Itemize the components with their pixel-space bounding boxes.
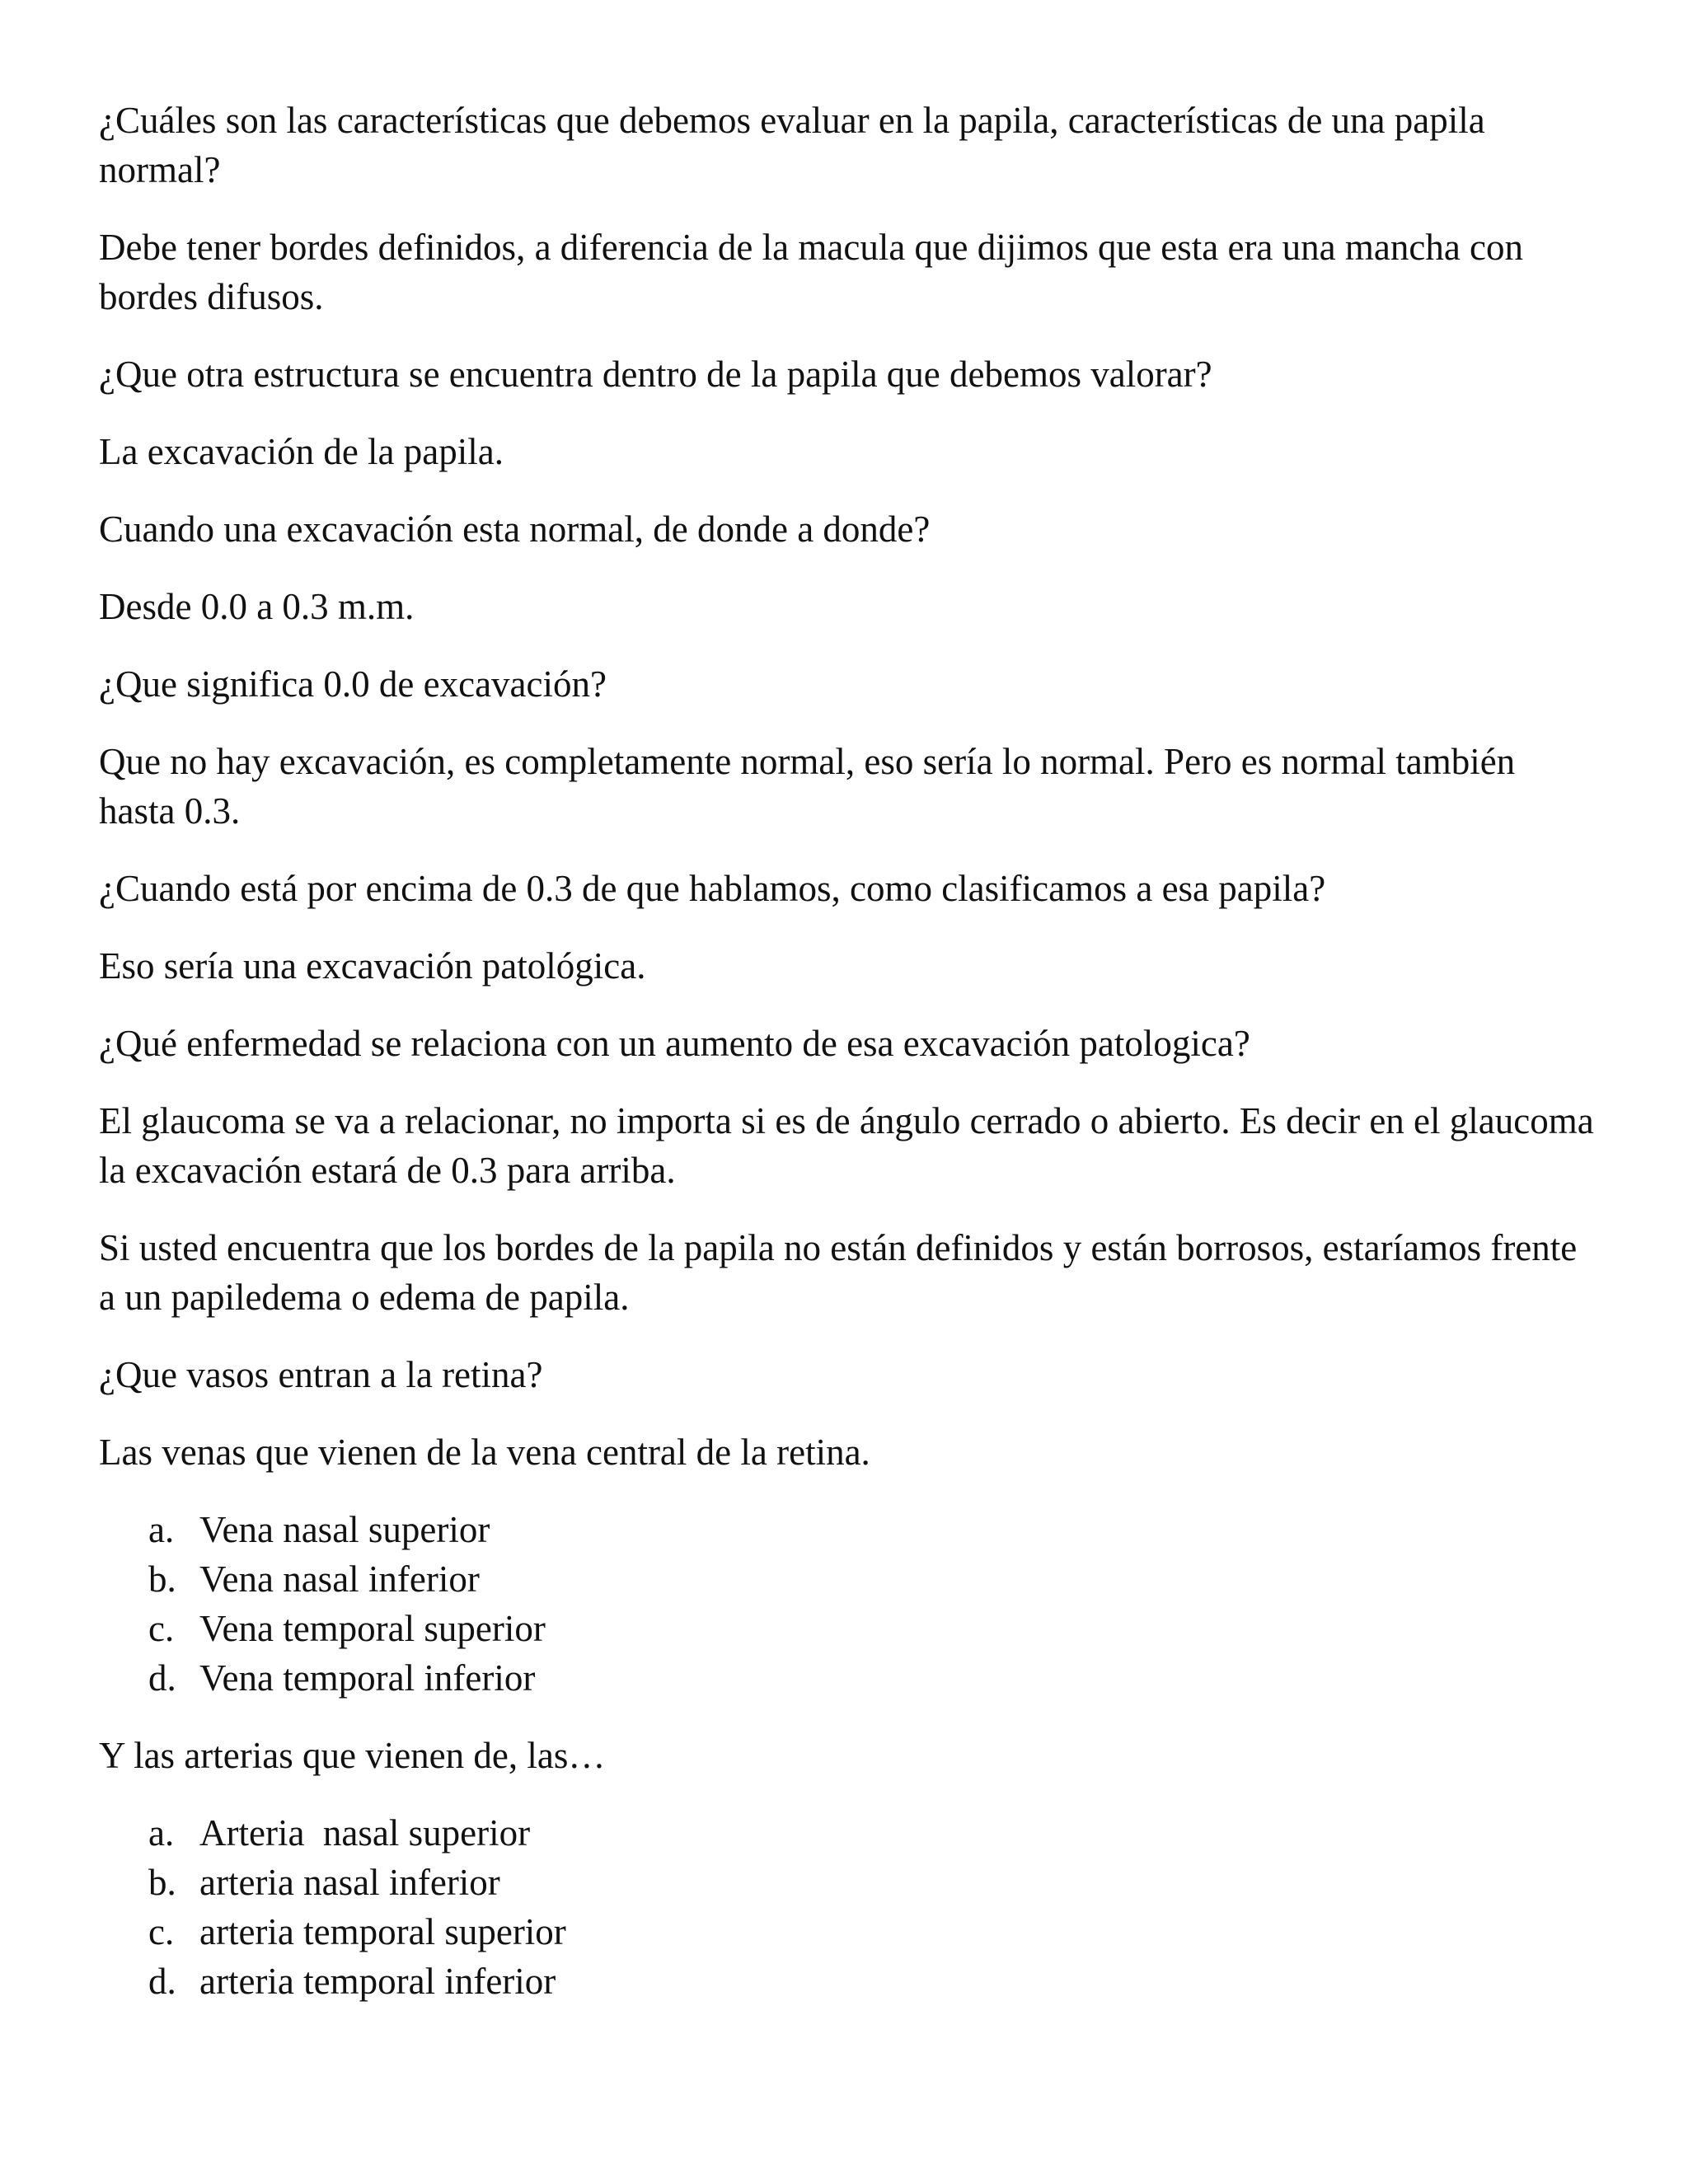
list-item-text: Vena nasal superior [199,1509,490,1550]
paragraph: ¿Que vasos entran a la retina? [99,1354,543,1395]
lettered-list [99,1808,1599,2006]
list-item [99,1907,1599,1957]
list-item-text: arteria nasal inferior [199,1862,500,1903]
list-marker: d. [148,1961,176,2002]
list-item [99,1604,1599,1653]
list-marker: d. [148,1657,176,1699]
list-item-text: Vena nasal inferior [199,1558,480,1600]
document-page [99,96,1599,2034]
paragraph: Si usted encuentra que los bordes de la papila no están definidos y están borrosos, estaríamos frente a un papiledema o edema de papila. [99,1227,1578,1318]
paragraph: Las venas que vienen de la vena central de la retina. [99,1432,870,1473]
list-marker: c. [148,1911,175,1952]
paragraph: ¿Que significa 0.0 de excavación? [99,663,607,705]
list-marker: b. [148,1558,176,1600]
paragraph: ¿Qué enfermedad se relaciona con un aumento de esa excavación patologica? [99,1023,1250,1064]
list-item [99,1653,1599,1703]
paragraph: Eso sería una excavación patológica. [99,945,646,987]
list-item [99,1858,1599,1907]
list-item-text: Vena temporal superior [199,1608,546,1649]
paragraph: Que no hay excavación, es completamente normal, eso sería lo normal. Pero es normal también hasta 0.3. [99,741,1516,832]
list-item [99,1808,1599,1858]
list-marker: c. [148,1608,175,1649]
list-item-text: arteria temporal superior [199,1911,566,1952]
paragraph: Debe tener bordes definidos, a diferencia de la macula que dijimos que esta era una mancha con bordes difusos. [99,227,1524,317]
lettered-list [99,1505,1599,1703]
paragraph: ¿Cuando está por encima de 0.3 de que hablamos, como clasificamos a esa papila? [99,868,1326,909]
paragraph: La excavación de la papila. [99,431,504,472]
paragraph: Cuando una excavación esta normal, de donde a donde? [99,509,931,550]
list-item-text: arteria temporal inferior [199,1961,556,2002]
paragraph: ¿Que otra estructura se encuentra dentro de la papila que debemos valorar? [99,354,1212,395]
list-marker: a. [148,1509,175,1550]
paragraph: ¿Cuáles son las características que debemos evaluar en la papila, características de una papila normal? [99,100,1485,190]
list-marker: a. [148,1812,175,1854]
paragraph: Y las arterias que vienen de, las… [99,1735,606,1776]
list-item-text: Arteria nasal superior [199,1812,531,1854]
list-item-text: Vena temporal inferior [199,1657,536,1699]
list-item [99,1505,1599,1554]
list-item [99,1554,1599,1604]
paragraph: El glaucoma se va a relacionar, no importa si es de ángulo cerrado o abierto. Es decir en el glaucoma la excavación estará de 0.3 para arriba. [99,1100,1594,1191]
paragraph: Desde 0.0 a 0.3 m.m. [99,586,415,627]
list-item [99,1957,1599,2006]
list-marker: b. [148,1862,176,1903]
